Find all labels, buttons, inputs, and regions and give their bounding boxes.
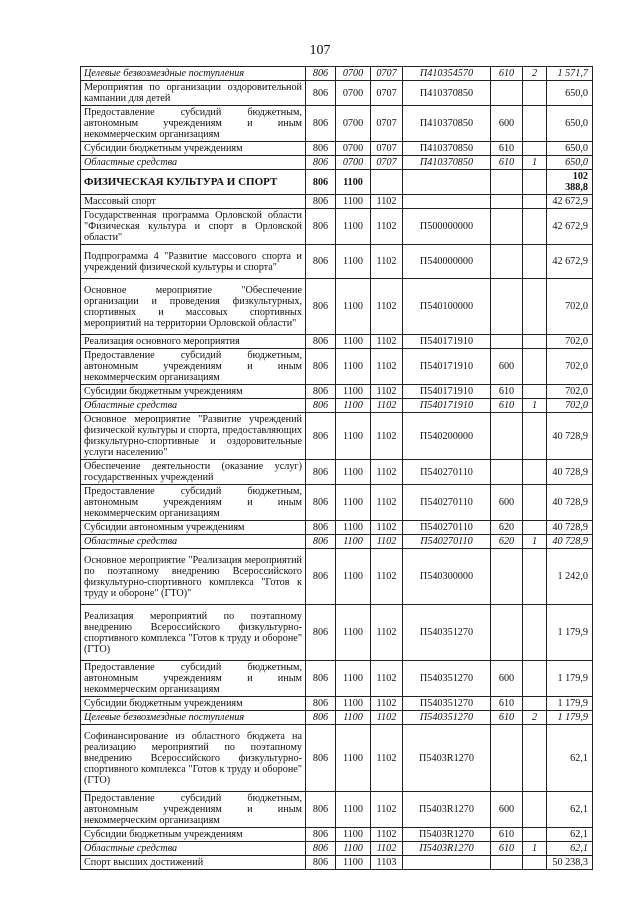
cell-source-code	[523, 385, 547, 399]
cell-subsection-code: 1102	[371, 521, 403, 535]
cell-name: Областные средства	[81, 156, 306, 170]
cell-name: Массовый спорт	[81, 195, 306, 209]
cell-amount: 40 728,9	[547, 460, 593, 485]
cell-name: Предоставление субсидий бюджетным, автономным учреждениям и иным некоммерческим организациям	[81, 349, 306, 385]
cell-target-article-code: П540351270	[403, 697, 491, 711]
cell-expense-type-code: 600	[491, 349, 523, 385]
cell-target-article-code: П540171910	[403, 399, 491, 413]
table-row	[81, 349, 593, 385]
cell-department-code: 806	[306, 67, 336, 81]
budget-table	[80, 66, 593, 870]
cell-source-code	[523, 81, 547, 106]
cell-expense-type-code	[491, 856, 523, 870]
cell-subsection-code: 1102	[371, 335, 403, 349]
cell-source-code: 1	[523, 156, 547, 170]
cell-amount: 702,0	[547, 335, 593, 349]
cell-expense-type-code	[491, 725, 523, 792]
cell-name: Областные средства	[81, 842, 306, 856]
table-row	[81, 413, 593, 460]
cell-expense-type-code: 610	[491, 828, 523, 842]
cell-target-article-code	[403, 856, 491, 870]
cell-section-code: 1100	[336, 485, 371, 521]
cell-name: Субсидии автономным учреждениям	[81, 521, 306, 535]
cell-amount: 62,1	[547, 792, 593, 828]
cell-name: Обеспечение деятельности (оказание услуг) государственных учреждений	[81, 460, 306, 485]
cell-department-code: 806	[306, 856, 336, 870]
cell-section-code: 1100	[336, 697, 371, 711]
cell-subsection-code: 1102	[371, 399, 403, 413]
cell-expense-type-code	[491, 279, 523, 335]
cell-amount: 42 672,9	[547, 209, 593, 245]
cell-source-code	[523, 142, 547, 156]
cell-name: ФИЗИЧЕСКАЯ КУЛЬТУРА И СПОРТ	[81, 170, 306, 195]
cell-subsection-code: 1102	[371, 209, 403, 245]
cell-target-article-code: П540351270	[403, 711, 491, 725]
cell-subsection-code: 1102	[371, 711, 403, 725]
cell-department-code: 806	[306, 245, 336, 279]
cell-source-code: 1	[523, 399, 547, 413]
cell-name: Предоставление субсидий бюджетным, автономным учреждениям и иным некоммерческим организациям	[81, 106, 306, 142]
cell-target-article-code: П540171910	[403, 385, 491, 399]
cell-department-code: 806	[306, 170, 336, 195]
cell-subsection-code: 0707	[371, 142, 403, 156]
table-row	[81, 856, 593, 870]
cell-department-code: 806	[306, 725, 336, 792]
cell-section-code: 1100	[336, 711, 371, 725]
cell-name: Реализация основного мероприятия	[81, 335, 306, 349]
cell-department-code: 806	[306, 195, 336, 209]
cell-subsection-code	[371, 170, 403, 195]
cell-source-code: 2	[523, 711, 547, 725]
table-row	[81, 279, 593, 335]
cell-subsection-code: 0707	[371, 81, 403, 106]
cell-name: Подпрограмма 4 "Развитие массового спорта и учреждений физической культуры и спорта"	[81, 245, 306, 279]
cell-target-article-code: П5403R1270	[403, 792, 491, 828]
cell-amount: 650,0	[547, 81, 593, 106]
cell-name: Основное мероприятие "Реализация мероприятий по поэтапному внедрению Всероссийского физкультурно-спортивного комплекса "Готов к труду и обороне" (ГТО)"	[81, 549, 306, 605]
cell-source-code	[523, 485, 547, 521]
cell-target-article-code: П540100000	[403, 279, 491, 335]
cell-subsection-code: 1102	[371, 605, 403, 661]
cell-target-article-code: П540351270	[403, 605, 491, 661]
cell-amount: 62,1	[547, 725, 593, 792]
cell-subsection-code: 1102	[371, 661, 403, 697]
cell-amount: 1 571,7	[547, 67, 593, 81]
cell-source-code	[523, 856, 547, 870]
cell-source-code	[523, 245, 547, 279]
cell-department-code: 806	[306, 661, 336, 697]
table-row	[81, 549, 593, 605]
table-row	[81, 661, 593, 697]
cell-amount: 42 672,9	[547, 195, 593, 209]
table-row	[81, 460, 593, 485]
cell-expense-type-code: 610	[491, 156, 523, 170]
cell-section-code: 1100	[336, 828, 371, 842]
cell-source-code	[523, 697, 547, 711]
cell-name: Субсидии бюджетным учреждениям	[81, 697, 306, 711]
cell-source-code	[523, 279, 547, 335]
cell-section-code: 1100	[336, 209, 371, 245]
cell-name: Областные средства	[81, 535, 306, 549]
cell-amount: 702,0	[547, 385, 593, 399]
cell-expense-type-code: 620	[491, 521, 523, 535]
cell-subsection-code: 1102	[371, 697, 403, 711]
cell-department-code: 806	[306, 156, 336, 170]
cell-department-code: 806	[306, 792, 336, 828]
cell-subsection-code: 1102	[371, 549, 403, 605]
cell-department-code: 806	[306, 335, 336, 349]
cell-subsection-code: 0707	[371, 106, 403, 142]
cell-target-article-code: П540270110	[403, 521, 491, 535]
cell-department-code: 806	[306, 399, 336, 413]
cell-section-code: 1100	[336, 245, 371, 279]
cell-name: Субсидии бюджетным учреждениям	[81, 385, 306, 399]
cell-amount: 650,0	[547, 106, 593, 142]
cell-target-article-code: П540270110	[403, 485, 491, 521]
cell-section-code: 1100	[336, 792, 371, 828]
cell-department-code: 806	[306, 549, 336, 605]
cell-department-code: 806	[306, 209, 336, 245]
cell-subsection-code: 0707	[371, 67, 403, 81]
cell-source-code	[523, 170, 547, 195]
cell-expense-type-code	[491, 245, 523, 279]
cell-name: Целевые безвозмездные поступления	[81, 711, 306, 725]
cell-department-code: 806	[306, 485, 336, 521]
cell-subsection-code: 1102	[371, 460, 403, 485]
cell-section-code: 1100	[336, 521, 371, 535]
cell-target-article-code: П540270110	[403, 460, 491, 485]
table-row	[81, 245, 593, 279]
cell-section-code: 1100	[336, 856, 371, 870]
table-row	[81, 195, 593, 209]
cell-target-article-code: П5403R1270	[403, 828, 491, 842]
table-row	[81, 697, 593, 711]
cell-name: Софинансирование из областного бюджета на реализацию мероприятий по поэтапному внедрению Всероссийского физкультурно-спортивного комплекса "Готов к труду и обороне" (ГТО)	[81, 725, 306, 792]
cell-expense-type-code	[491, 81, 523, 106]
cell-amount: 702,0	[547, 349, 593, 385]
cell-source-code	[523, 209, 547, 245]
cell-department-code: 806	[306, 385, 336, 399]
cell-expense-type-code	[491, 549, 523, 605]
cell-section-code: 1100	[336, 842, 371, 856]
table-row	[81, 209, 593, 245]
cell-source-code: 2	[523, 67, 547, 81]
cell-source-code	[523, 195, 547, 209]
cell-section-code: 1100	[336, 170, 371, 195]
cell-expense-type-code	[491, 605, 523, 661]
cell-amount: 1 179,9	[547, 661, 593, 697]
cell-target-article-code: П540270110	[403, 535, 491, 549]
table-row	[81, 156, 593, 170]
cell-department-code: 806	[306, 279, 336, 335]
cell-name: Целевые безвозмездные поступления	[81, 67, 306, 81]
cell-target-article-code: П540351270	[403, 661, 491, 697]
cell-target-article-code: П540300000	[403, 549, 491, 605]
cell-department-code: 806	[306, 413, 336, 460]
cell-section-code: 1100	[336, 385, 371, 399]
cell-section-code: 1100	[336, 549, 371, 605]
table-row	[81, 792, 593, 828]
table-row	[81, 711, 593, 725]
cell-target-article-code: П500000000	[403, 209, 491, 245]
cell-name: Субсидии бюджетным учреждениям	[81, 828, 306, 842]
cell-target-article-code	[403, 170, 491, 195]
cell-target-article-code: П410370850	[403, 81, 491, 106]
cell-department-code: 806	[306, 142, 336, 156]
cell-amount: 40 728,9	[547, 521, 593, 535]
cell-section-code: 1100	[336, 399, 371, 413]
cell-expense-type-code: 610	[491, 711, 523, 725]
cell-name: Государственная программа Орловской области "Физическая культура и спорт в Орловской области"	[81, 209, 306, 245]
cell-source-code	[523, 725, 547, 792]
cell-expense-type-code	[491, 413, 523, 460]
cell-amount: 1 179,9	[547, 605, 593, 661]
cell-department-code: 806	[306, 828, 336, 842]
cell-expense-type-code: 610	[491, 399, 523, 413]
cell-expense-type-code: 610	[491, 697, 523, 711]
cell-source-code	[523, 521, 547, 535]
cell-amount: 42 672,9	[547, 245, 593, 279]
cell-subsection-code: 1102	[371, 245, 403, 279]
cell-amount: 40 728,9	[547, 413, 593, 460]
cell-department-code: 806	[306, 521, 336, 535]
table-row	[81, 335, 593, 349]
cell-target-article-code: П410370850	[403, 156, 491, 170]
cell-section-code: 1100	[336, 725, 371, 792]
cell-department-code: 806	[306, 711, 336, 725]
cell-expense-type-code: 610	[491, 67, 523, 81]
table-row	[81, 842, 593, 856]
cell-source-code	[523, 460, 547, 485]
cell-name: Спорт высших достижений	[81, 856, 306, 870]
table-row	[81, 828, 593, 842]
cell-expense-type-code: 600	[491, 661, 523, 697]
cell-target-article-code: П5403R1270	[403, 842, 491, 856]
cell-source-code	[523, 792, 547, 828]
cell-subsection-code: 1102	[371, 828, 403, 842]
cell-expense-type-code: 600	[491, 792, 523, 828]
cell-target-article-code	[403, 195, 491, 209]
cell-source-code	[523, 106, 547, 142]
cell-subsection-code: 1102	[371, 279, 403, 335]
cell-subsection-code: 1102	[371, 385, 403, 399]
page-number: 107	[309, 43, 331, 58]
cell-expense-type-code: 600	[491, 106, 523, 142]
cell-name: Предоставление субсидий бюджетным, автономным учреждениям и иным некоммерческим организациям	[81, 485, 306, 521]
table-row	[81, 485, 593, 521]
cell-target-article-code: П410370850	[403, 106, 491, 142]
cell-amount: 702,0	[547, 279, 593, 335]
cell-expense-type-code	[491, 170, 523, 195]
table-row	[81, 142, 593, 156]
cell-name: Основное мероприятие "Развитие учреждений физической культуры и спорта, предоставляющих физкультурно-спортивные и оздоровительные услуги населению"	[81, 413, 306, 460]
cell-department-code: 806	[306, 842, 336, 856]
cell-department-code: 806	[306, 81, 336, 106]
cell-expense-type-code	[491, 335, 523, 349]
cell-source-code: 1	[523, 842, 547, 856]
cell-department-code: 806	[306, 460, 336, 485]
table-row	[81, 67, 593, 81]
cell-amount: 702,0	[547, 399, 593, 413]
cell-name: Областные средства	[81, 399, 306, 413]
cell-name: Предоставление субсидий бюджетным, автономным учреждениям и иным некоммерческим организациям	[81, 792, 306, 828]
table-row	[81, 170, 593, 195]
cell-expense-type-code	[491, 209, 523, 245]
cell-section-code: 1100	[336, 605, 371, 661]
cell-expense-type-code: 600	[491, 485, 523, 521]
cell-target-article-code: П540000000	[403, 245, 491, 279]
cell-target-article-code: П540200000	[403, 413, 491, 460]
cell-subsection-code: 1102	[371, 535, 403, 549]
cell-subsection-code: 1102	[371, 485, 403, 521]
cell-department-code: 806	[306, 697, 336, 711]
cell-amount: 40 728,9	[547, 535, 593, 549]
cell-section-code: 1100	[336, 535, 371, 549]
cell-section-code: 0700	[336, 142, 371, 156]
cell-source-code: 1	[523, 535, 547, 549]
cell-amount: 650,0	[547, 156, 593, 170]
cell-target-article-code: П5403R1270	[403, 725, 491, 792]
cell-amount: 650,0	[547, 142, 593, 156]
table-row	[81, 81, 593, 106]
cell-source-code	[523, 549, 547, 605]
cell-source-code	[523, 335, 547, 349]
table-row	[81, 725, 593, 792]
table-row	[81, 399, 593, 413]
cell-section-code: 1100	[336, 413, 371, 460]
cell-section-code: 1100	[336, 279, 371, 335]
cell-section-code: 1100	[336, 349, 371, 385]
cell-section-code: 0700	[336, 156, 371, 170]
table-row	[81, 521, 593, 535]
cell-source-code	[523, 349, 547, 385]
cell-source-code	[523, 413, 547, 460]
cell-amount: 62,1	[547, 842, 593, 856]
table-row	[81, 605, 593, 661]
cell-expense-type-code: 620	[491, 535, 523, 549]
cell-subsection-code: 1102	[371, 725, 403, 792]
cell-expense-type-code: 610	[491, 142, 523, 156]
cell-name: Реализация мероприятий по поэтапному внедрению Всероссийского физкультурно-спортивного комплекса "Готов к труду и обороне" (ГТО)	[81, 605, 306, 661]
cell-amount: 40 728,9	[547, 485, 593, 521]
cell-source-code	[523, 828, 547, 842]
table-body	[81, 67, 593, 870]
cell-subsection-code: 0707	[371, 156, 403, 170]
table-row	[81, 535, 593, 549]
cell-name: Мероприятия по организации оздоровительной кампании для детей	[81, 81, 306, 106]
cell-section-code: 1100	[336, 460, 371, 485]
cell-subsection-code: 1102	[371, 842, 403, 856]
cell-department-code: 806	[306, 106, 336, 142]
cell-name: Субсидии бюджетным учреждениям	[81, 142, 306, 156]
cell-subsection-code: 1102	[371, 195, 403, 209]
cell-name: Предоставление субсидий бюджетным, автономным учреждениям и иным некоммерческим организациям	[81, 661, 306, 697]
cell-subsection-code: 1102	[371, 413, 403, 460]
cell-target-article-code: П410354570	[403, 67, 491, 81]
cell-section-code: 1100	[336, 195, 371, 209]
cell-department-code: 806	[306, 535, 336, 549]
cell-amount: 62,1	[547, 828, 593, 842]
cell-section-code: 0700	[336, 81, 371, 106]
cell-target-article-code: П410370850	[403, 142, 491, 156]
cell-section-code: 1100	[336, 661, 371, 697]
cell-section-code: 1100	[336, 335, 371, 349]
cell-target-article-code: П540171910	[403, 335, 491, 349]
cell-amount: 1 242,0	[547, 549, 593, 605]
cell-expense-type-code: 610	[491, 842, 523, 856]
table-row	[81, 385, 593, 399]
cell-amount: 1 179,9	[547, 711, 593, 725]
cell-name: Основное мероприятие "Обеспечение организации и проведения физкультурных, спортивных и массовых спортивных мероприятий на территории Орловской области"	[81, 279, 306, 335]
cell-subsection-code: 1102	[371, 792, 403, 828]
cell-source-code	[523, 661, 547, 697]
cell-expense-type-code: 610	[491, 385, 523, 399]
cell-amount: 1 179,9	[547, 697, 593, 711]
cell-expense-type-code	[491, 460, 523, 485]
cell-section-code: 0700	[336, 106, 371, 142]
cell-section-code: 0700	[336, 67, 371, 81]
cell-subsection-code: 1102	[371, 349, 403, 385]
cell-amount: 102 388,8	[547, 170, 593, 195]
cell-department-code: 806	[306, 349, 336, 385]
cell-expense-type-code	[491, 195, 523, 209]
cell-amount: 50 238,3	[547, 856, 593, 870]
cell-target-article-code: П540171910	[403, 349, 491, 385]
cell-subsection-code: 1103	[371, 856, 403, 870]
cell-source-code	[523, 605, 547, 661]
cell-department-code: 806	[306, 605, 336, 661]
table-row	[81, 106, 593, 142]
